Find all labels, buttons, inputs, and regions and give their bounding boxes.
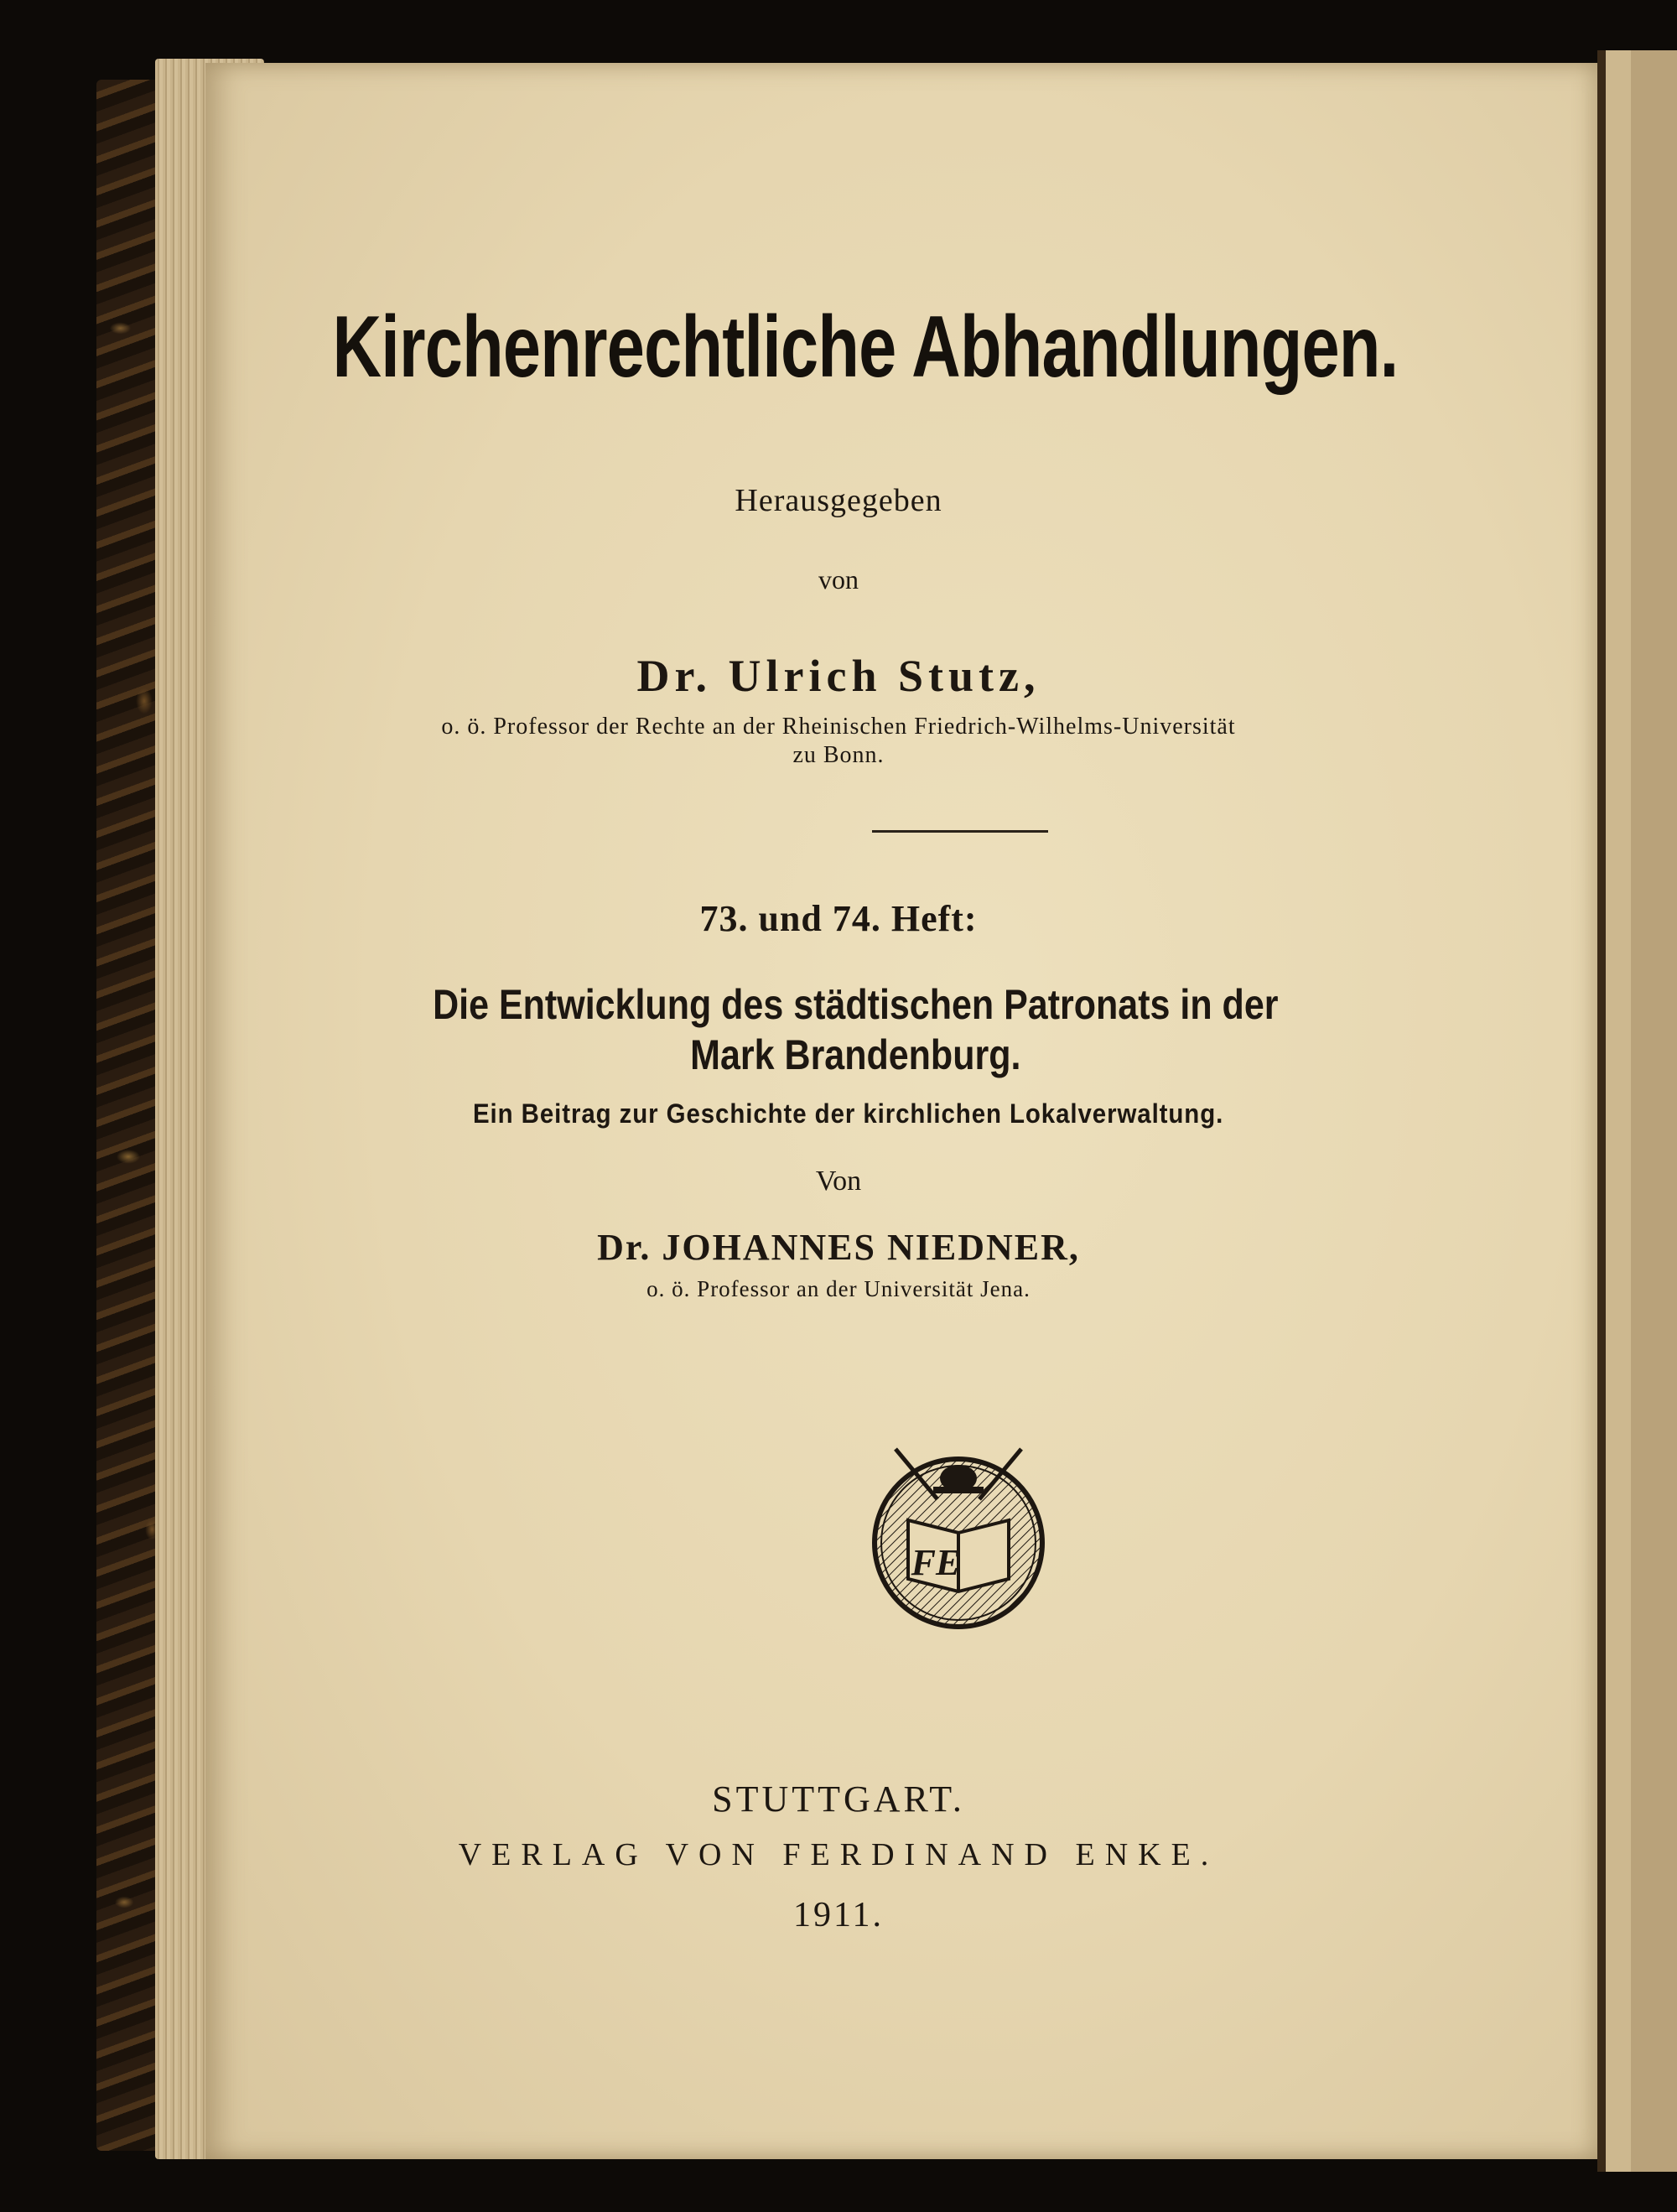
author-name: Dr. JOHANNES NIEDNER, <box>597 1227 1080 1268</box>
work-title-line1: Die Entwicklung des städtischen Patronats in der <box>433 981 1279 1028</box>
emblem-letter-f: FE <box>911 1542 961 1583</box>
publisher-emblem-icon <box>862 1441 1055 1633</box>
work-subtitle: Ein Beitrag zur Geschichte der kirchlichen Lokalverwaltung. <box>473 1098 1224 1129</box>
edited-by-label: Herausgegeben <box>735 483 942 518</box>
publisher-name: VERLAG VON FERDINAND ENKE. <box>458 1837 1219 1872</box>
editor-name: Dr. Ulrich Stutz, <box>636 651 1041 701</box>
editor-affiliation <box>0 713 1677 770</box>
series-title: Kirchenrechtliche Abhandlungen. <box>332 299 1399 396</box>
by-label: Von <box>815 1166 862 1197</box>
author-affiliation: o. ö. Professor an der Universität Jena. <box>646 1276 1031 1301</box>
publication-year: 1911. <box>793 1896 884 1934</box>
publication-city: STUTTGART. <box>712 1778 965 1820</box>
work-title <box>134 979 1576 1080</box>
issue-number: 73. und 74. Heft: <box>699 898 978 939</box>
editor-affiliation-line1: o. ö. Professor der Rechte an der Rheinischen Friedrich-Wilhelms-Universität <box>441 714 1236 740</box>
divider-rule <box>872 830 1048 833</box>
work-title-line2: Mark Brandenburg. <box>690 1031 1021 1078</box>
von-label: von <box>818 564 859 595</box>
editor-affiliation-line2: zu Bonn. <box>792 742 885 768</box>
